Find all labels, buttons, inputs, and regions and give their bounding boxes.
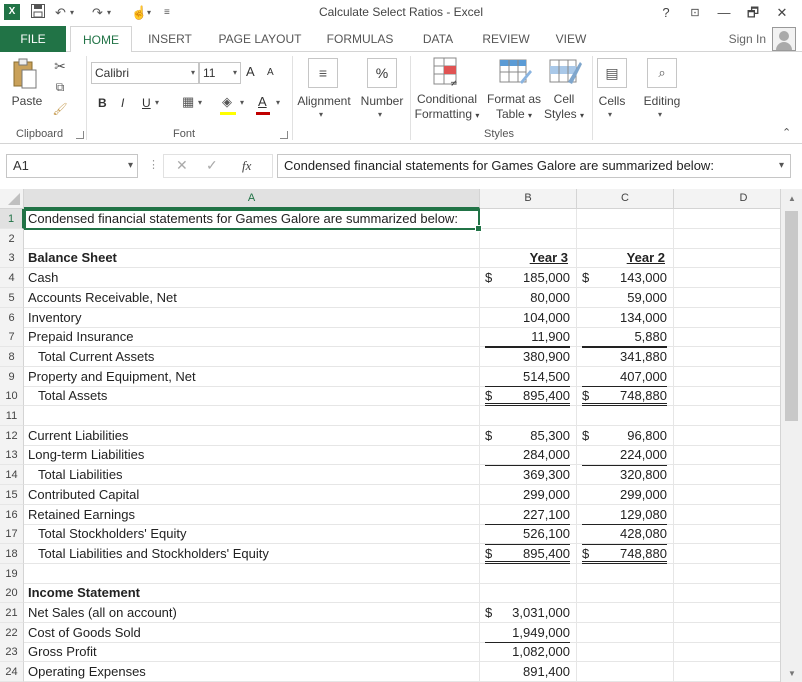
alignment-icon[interactable]: ≡: [308, 58, 338, 88]
tab-data[interactable]: DATA: [422, 32, 454, 46]
cell-value: 526,100: [523, 526, 570, 542]
cell-d11[interactable]: [674, 406, 780, 426]
conditional-formatting-label-2: [412, 107, 482, 123]
cell-b1[interactable]: [480, 209, 577, 229]
number-button[interactable]: Number: [360, 94, 404, 108]
cell-value: Year 3: [529, 250, 568, 266]
cell-b14[interactable]: [480, 465, 577, 485]
cell-b22[interactable]: [480, 623, 577, 643]
scroll-down-icon[interactable]: ▼: [788, 669, 796, 678]
cells-button[interactable]: Cells: [598, 94, 626, 108]
cell-c18[interactable]: [577, 544, 674, 564]
cell-b13[interactable]: [480, 445, 577, 465]
ribbon-tabs: [0, 26, 802, 52]
cell-d7[interactable]: [674, 327, 780, 347]
cell-value: 104,000: [523, 309, 570, 325]
cell-d4[interactable]: [674, 268, 780, 288]
cell-c20[interactable]: [577, 583, 674, 603]
row-header[interactable]: 19: [0, 564, 24, 584]
cell-d17[interactable]: [674, 524, 780, 544]
row-header[interactable]: 11: [0, 406, 24, 426]
cell-c3[interactable]: [577, 248, 674, 268]
cell-value: 1,082,000: [512, 644, 570, 660]
tab-review[interactable]: REVIEW: [482, 32, 530, 46]
restore-button[interactable]: 🗗: [746, 5, 760, 20]
row-header[interactable]: 3: [0, 248, 24, 268]
cell-b10[interactable]: [480, 386, 577, 406]
cancel-icon[interactable]: ✕: [176, 157, 188, 173]
cell-a6[interactable]: Inventory: [24, 308, 480, 328]
chevron-down-icon: ▾: [580, 111, 585, 120]
cell-d8[interactable]: [674, 347, 780, 367]
close-button[interactable]: ✕: [776, 5, 788, 20]
cell-c24[interactable]: [577, 662, 674, 682]
column-header-a[interactable]: A: [24, 189, 480, 209]
cell-c6[interactable]: [577, 308, 674, 328]
cell-value: 143,000: [620, 270, 667, 286]
cell-b2[interactable]: [480, 229, 577, 249]
format-as-table-label-2: [484, 107, 544, 123]
cell-d6[interactable]: [674, 308, 780, 328]
currency-symbol: $: [485, 427, 493, 443]
name-box[interactable]: [6, 154, 138, 178]
row-header[interactable]: 20: [0, 583, 24, 603]
cell-a5[interactable]: Accounts Receivable, Net: [24, 288, 480, 308]
cell-c9[interactable]: [577, 367, 674, 387]
avatar[interactable]: [772, 27, 796, 51]
cell-d23[interactable]: [674, 642, 780, 662]
cell-c8[interactable]: [577, 347, 674, 367]
cell-a3[interactable]: Balance Sheet: [24, 248, 480, 268]
chevron-down-icon[interactable]: ▾: [276, 98, 281, 107]
format-painter-icon[interactable]: 🖌: [52, 102, 68, 116]
cell-b17[interactable]: [480, 524, 577, 544]
bold-button[interactable]: B: [98, 96, 107, 110]
group-divider: [292, 56, 293, 140]
cell-value: 748,880: [620, 388, 667, 404]
clipboard-group-label: Clipboard: [16, 128, 64, 140]
cell-b20[interactable]: [480, 583, 577, 603]
tab-home[interactable]: HOME: [70, 26, 132, 53]
title-bar: [0, 0, 802, 26]
redo-icon[interactable]: ↷: [92, 5, 103, 20]
alignment-button[interactable]: Alignment: [297, 94, 351, 108]
shrink-font-button[interactable]: A: [267, 67, 274, 78]
font-launcher-icon[interactable]: [280, 131, 288, 139]
cell-value: 5,880: [634, 329, 667, 345]
cell-c14[interactable]: [577, 465, 674, 485]
cell-b5[interactable]: [480, 288, 577, 308]
row-header[interactable]: 7: [0, 327, 24, 347]
vertical-scrollbar[interactable]: [780, 189, 802, 682]
borders-icon[interactable]: ▦: [182, 94, 195, 109]
cell-a14[interactable]: Total Liabilities: [24, 465, 480, 485]
font-color-icon[interactable]: A: [258, 94, 267, 109]
cell-d13[interactable]: [674, 445, 780, 465]
cell-a4[interactable]: Cash: [24, 268, 480, 288]
cell-a11[interactable]: [24, 406, 480, 426]
find-binoculars-icon[interactable]: ⌕: [647, 58, 677, 88]
currency-symbol: $: [485, 388, 493, 404]
row-header[interactable]: 6: [0, 308, 24, 328]
tab-formulas[interactable]: FORMULAS: [326, 32, 394, 46]
undo-dropdown-icon[interactable]: ▾: [70, 8, 75, 17]
font-group-label: Font: [173, 128, 196, 140]
cell-b21[interactable]: [480, 603, 577, 623]
chevron-down-icon: ▾: [528, 111, 533, 120]
row-header[interactable]: 2: [0, 229, 24, 249]
format-as-table-label-1: Format as: [486, 92, 541, 106]
cell-value: 299,000: [620, 486, 667, 502]
cell-d24[interactable]: [674, 662, 780, 682]
styles-group-label: Styles: [484, 128, 514, 140]
chevron-down-icon[interactable]: ▾: [155, 98, 160, 107]
cell-a19[interactable]: [24, 564, 480, 584]
clipboard-launcher-icon[interactable]: [76, 131, 84, 139]
excel-logo-icon: X: [4, 4, 20, 20]
cell-b23[interactable]: [480, 642, 577, 662]
formula-buttons: [163, 154, 273, 178]
customize-qat-icon[interactable]: ≡: [164, 7, 170, 18]
cell-d15[interactable]: [674, 485, 780, 505]
editing-button[interactable]: Editing: [643, 94, 681, 108]
cell-d21[interactable]: [674, 603, 780, 623]
cell-c12[interactable]: [577, 426, 674, 446]
cell-a13[interactable]: Long-term Liabilities: [24, 445, 480, 465]
currency-symbol: $: [485, 270, 493, 286]
chevron-down-icon: ▾: [475, 111, 480, 120]
cell-a2[interactable]: [24, 229, 480, 249]
cell-a23[interactable]: Gross Profit: [24, 642, 480, 662]
row-header[interactable]: 13: [0, 445, 24, 465]
cell-c10[interactable]: [577, 386, 674, 406]
cell-d22[interactable]: [674, 623, 780, 643]
cell-b9[interactable]: [480, 367, 577, 387]
cell-b11[interactable]: [480, 406, 577, 426]
select-all-corner[interactable]: [0, 189, 24, 209]
cell-value: 80,000: [530, 289, 570, 305]
cell-d16[interactable]: [674, 505, 780, 525]
cell-value: 895,400: [523, 545, 570, 561]
ribbon-display-options-icon[interactable]: ⊡: [690, 7, 700, 19]
cell-c19[interactable]: [577, 564, 674, 584]
cell-value: 134,000: [620, 309, 667, 325]
tab-file[interactable]: FILE: [0, 26, 66, 52]
chevron-down-icon: ▾: [378, 110, 383, 119]
sign-in-link[interactable]: Sign In: [728, 32, 766, 46]
cut-icon[interactable]: ✂: [54, 58, 66, 74]
cell-value: 284,000: [523, 447, 570, 463]
cell-d19[interactable]: [674, 564, 780, 584]
cell-value: 129,080: [620, 506, 667, 522]
cell-b15[interactable]: [480, 485, 577, 505]
touch-dropdown-icon[interactable]: ▾: [147, 8, 152, 17]
row-header[interactable]: 22: [0, 623, 24, 643]
cell-styles-button[interactable]: [540, 92, 588, 123]
cell-b8[interactable]: [480, 347, 577, 367]
chevron-down-icon[interactable]: ▾: [198, 98, 203, 107]
font-color-swatch: [256, 112, 270, 115]
cell-b18[interactable]: [480, 544, 577, 564]
row-header[interactable]: 21: [0, 603, 24, 623]
cell-styles-label-2-text: Styles: [543, 107, 577, 121]
cell-value: 185,000: [523, 270, 570, 286]
cell-c21[interactable]: [577, 603, 674, 623]
row-header[interactable]: 14: [0, 465, 24, 485]
cell-a17[interactable]: Total Stockholders' Equity: [24, 524, 480, 544]
cell-c16[interactable]: [577, 505, 674, 525]
fill-color-icon[interactable]: ◈: [222, 94, 232, 109]
cell-a7[interactable]: Prepaid Insurance: [24, 327, 480, 347]
cell-value: Year 2: [626, 250, 665, 266]
cell-value: 224,000: [620, 447, 667, 463]
cell-b19[interactable]: [480, 564, 577, 584]
cell-a10[interactable]: Total Assets: [24, 386, 480, 406]
grow-font-button[interactable]: A: [246, 64, 255, 79]
row-header[interactable]: 23: [0, 642, 24, 662]
cell-value: 85,300: [530, 427, 570, 443]
cell-a20[interactable]: Income Statement: [24, 583, 480, 603]
currency-symbol: $: [582, 427, 590, 443]
chevron-down-icon: ▾: [608, 110, 613, 119]
cell-value: 341,880: [620, 348, 667, 364]
tab-view[interactable]: VIEW: [555, 32, 587, 46]
row-header[interactable]: 4: [0, 268, 24, 288]
cell-d20[interactable]: [674, 583, 780, 603]
tab-insert[interactable]: INSERT: [148, 32, 192, 46]
help-button[interactable]: ?: [662, 5, 670, 20]
cell-b16[interactable]: [480, 505, 577, 525]
conditional-formatting-label-2-text: Formatting: [414, 107, 472, 121]
format-as-table-icon[interactable]: [498, 56, 532, 91]
chevron-down-icon: ▾: [232, 68, 237, 77]
formula-bar: [0, 144, 802, 184]
cell-b4[interactable]: [480, 268, 577, 288]
conditional-formatting-icon[interactable]: [432, 56, 462, 91]
cell-styles-icon[interactable]: [548, 56, 582, 91]
cell-a22[interactable]: Cost of Goods Sold: [24, 623, 480, 643]
cell-c11[interactable]: [577, 406, 674, 426]
cell-value: 11,900: [531, 329, 570, 345]
cell-value: 891,400: [523, 664, 570, 680]
row-header[interactable]: 15: [0, 485, 24, 505]
row-header[interactable]: 8: [0, 347, 24, 367]
scroll-thumb[interactable]: [785, 211, 798, 421]
font-size-select[interactable]: [199, 62, 241, 84]
cell-c13[interactable]: [577, 445, 674, 465]
paste-icon[interactable]: [10, 58, 40, 90]
chevron-down-icon: ▾: [190, 68, 195, 77]
cell-styles-label-2: [540, 107, 588, 123]
currency-symbol: $: [582, 545, 590, 561]
cell-a8[interactable]: Total Current Assets: [24, 347, 480, 367]
formula-content: Condensed financial statements for Games Galore are summarized below:: [284, 158, 714, 173]
ribbon: [0, 52, 802, 144]
underline-button[interactable]: U: [142, 96, 151, 110]
chevron-down-icon: ▾: [127, 160, 133, 171]
conditional-formatting-label-1: Conditional: [416, 92, 478, 106]
cell-a9[interactable]: Property and Equipment, Net: [24, 367, 480, 387]
column-header-b[interactable]: B: [480, 189, 577, 209]
row-header[interactable]: 18: [0, 544, 24, 564]
name-box-value: A1: [13, 158, 29, 173]
chevron-down-icon: ▾: [319, 110, 324, 119]
cell-c23[interactable]: [577, 642, 674, 662]
column-header-d[interactable]: D: [674, 189, 780, 209]
cells-icon[interactable]: ▤: [597, 58, 627, 88]
cell-b6[interactable]: [480, 308, 577, 328]
cell-d12[interactable]: [674, 426, 780, 446]
row-header[interactable]: 9: [0, 367, 24, 387]
cell-b24[interactable]: [480, 662, 577, 682]
cell-a1[interactable]: Condensed financial statements for Games Galore are summarized below:: [24, 209, 480, 229]
cell-styles-label-1: Cell: [553, 92, 575, 106]
touch-mode-icon[interactable]: ☝: [131, 5, 148, 20]
conditional-formatting-button[interactable]: [412, 92, 482, 123]
cell-d5[interactable]: [674, 288, 780, 308]
cell-value: 514,500: [523, 368, 570, 384]
chevron-down-icon[interactable]: ▾: [240, 98, 245, 107]
currency-symbol: $: [582, 270, 590, 286]
cell-c17[interactable]: [577, 524, 674, 544]
font-name-select[interactable]: [91, 62, 199, 84]
italic-button[interactable]: I: [121, 96, 125, 110]
cell-c5[interactable]: [577, 288, 674, 308]
cell-value: 895,400: [523, 388, 570, 404]
row-header[interactable]: 10: [0, 386, 24, 406]
currency-symbol: $: [582, 388, 590, 404]
cell-d3[interactable]: [674, 248, 780, 268]
minimize-button[interactable]: —: [717, 5, 731, 20]
cell-value: 3,031,000: [512, 605, 570, 620]
cell-c1[interactable]: [577, 209, 674, 229]
format-as-table-label-2-text: Table: [495, 107, 525, 121]
chevron-down-icon: ▾: [778, 160, 784, 171]
row-header[interactable]: 1: [0, 209, 24, 229]
column-header-c[interactable]: C: [577, 189, 674, 209]
scroll-up-icon[interactable]: ▲: [788, 194, 796, 203]
chevron-down-icon: ▾: [658, 110, 663, 119]
enter-icon[interactable]: ✓: [206, 157, 218, 173]
collapse-ribbon-icon[interactable]: ⌃: [782, 127, 792, 139]
copy-icon[interactable]: ⧉: [55, 80, 65, 94]
group-divider: [410, 56, 411, 140]
cell-d2[interactable]: [674, 229, 780, 249]
cell-value: 227,100: [523, 506, 570, 522]
cell-value: 299,000: [523, 486, 570, 502]
row-header[interactable]: 16: [0, 505, 24, 525]
redo-dropdown-icon[interactable]: ▾: [107, 8, 112, 17]
cell-value: 369,300: [523, 467, 570, 483]
cell-a15[interactable]: Contributed Capital: [24, 485, 480, 505]
cell-a21[interactable]: Net Sales (all on account): [24, 603, 480, 623]
cell-c4[interactable]: [577, 268, 674, 288]
cell-value: 428,080: [620, 526, 667, 542]
cell-a12[interactable]: Current Liabilities: [24, 426, 480, 446]
cell-b12[interactable]: [480, 426, 577, 446]
currency-symbol: $: [485, 605, 493, 620]
group-divider: [86, 56, 87, 140]
cell-value: 59,000: [627, 289, 667, 305]
window-title: Calculate Select Ratios - Excel: [318, 5, 484, 19]
cell-d18[interactable]: [674, 544, 780, 564]
cell-d10[interactable]: [674, 386, 780, 406]
cell-c7[interactable]: [577, 327, 674, 347]
row-header[interactable]: 5: [0, 288, 24, 308]
currency-symbol: $: [485, 545, 493, 561]
worksheet-grid[interactable]: [0, 189, 780, 682]
undo-icon[interactable]: ↶: [55, 5, 66, 20]
number-format-icon[interactable]: %: [367, 58, 397, 88]
formula-bar-grip-icon[interactable]: ⋮: [148, 159, 159, 171]
cell-b7[interactable]: [480, 327, 577, 347]
cell-a24[interactable]: Operating Expenses: [24, 662, 480, 682]
cell-c22[interactable]: [577, 623, 674, 643]
cell-value: 1,949,000: [512, 624, 570, 640]
cell-value: 96,800: [627, 427, 667, 443]
format-as-table-button[interactable]: [484, 92, 544, 123]
tab-page-layout[interactable]: PAGE LAYOUT: [218, 32, 302, 46]
cell-c15[interactable]: [577, 485, 674, 505]
cell-a18[interactable]: Total Liabilities and Stockholders' Equity: [24, 544, 480, 564]
insert-function-button[interactable]: fx: [242, 158, 252, 173]
cell-value: 320,800: [620, 467, 667, 483]
font-name-value: Calibri: [95, 66, 130, 80]
row-header[interactable]: 24: [0, 662, 24, 682]
fill-color-swatch: [220, 112, 236, 115]
row-header[interactable]: 12: [0, 426, 24, 446]
cell-b3[interactable]: [480, 248, 577, 268]
cell-d1[interactable]: [674, 209, 780, 229]
svg-text:≠: ≠: [450, 79, 458, 88]
row-header[interactable]: 17: [0, 524, 24, 544]
cell-a16[interactable]: Retained Earnings: [24, 505, 480, 525]
cell-value: 407,000: [620, 368, 667, 384]
cell-value: 748,880: [620, 545, 667, 561]
font-size-value: 11: [203, 66, 216, 80]
paste-button[interactable]: Paste: [11, 94, 43, 108]
cell-c2[interactable]: [577, 229, 674, 249]
formula-input[interactable]: [277, 154, 791, 178]
cell-d14[interactable]: [674, 465, 780, 485]
cell-value: 380,900: [523, 348, 570, 364]
cell-d9[interactable]: [674, 367, 780, 387]
